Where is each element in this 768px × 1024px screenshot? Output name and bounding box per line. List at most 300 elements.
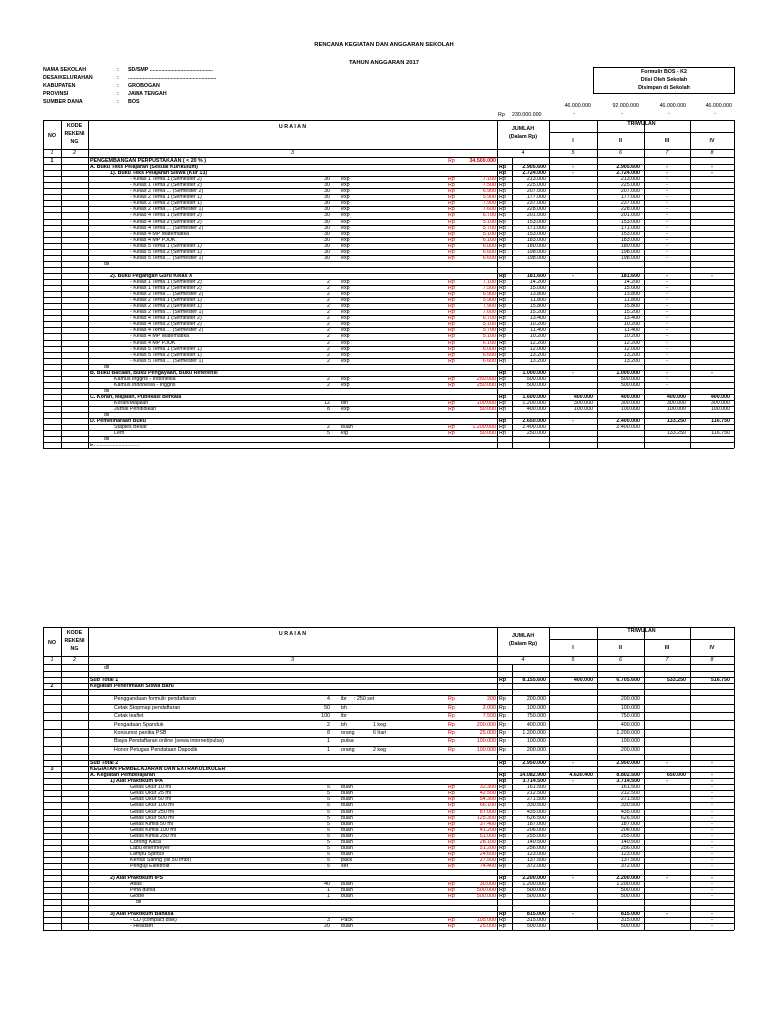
- row-jumlah: 372.000: [526, 862, 546, 869]
- row-qty: 5: [327, 832, 330, 839]
- info-value: BOS: [128, 99, 140, 105]
- row-quarter-q1: -: [572, 875, 574, 882]
- row-description: PENGEMBANGAN PERPUSTAKAAN ( < 20 % ): [90, 158, 207, 165]
- row-description: - Kelas 5 Tema 2 (Semester 1): [130, 248, 202, 255]
- row-price: 100.000: [476, 400, 496, 407]
- row-quarter-q3: -: [666, 200, 668, 207]
- row-rp: Rp: [448, 212, 455, 219]
- row-jumlah-rp: Rp: [499, 875, 507, 882]
- row-quarter-q3: -: [666, 345, 668, 352]
- row-unit: exp: [341, 242, 350, 249]
- row-jumlah: 2.650.000: [522, 418, 546, 425]
- row-quarter-q3: -: [666, 272, 668, 279]
- row-description: dll: [136, 899, 142, 906]
- row-quarter-q3: 100.000: [666, 406, 686, 413]
- row-description: Gelas Ukur 10 ml: [130, 784, 171, 791]
- row-rp: Rp: [448, 838, 455, 845]
- row-jumlah-rp: Rp: [499, 893, 506, 900]
- row-qty: 1: [327, 746, 330, 753]
- row-unit: exp: [341, 381, 350, 388]
- row-quarter-q4: -: [711, 850, 713, 857]
- row-quarter-q2: 2.905.600: [616, 164, 640, 171]
- row-qty: 2: [327, 424, 330, 431]
- rule-line: [43, 930, 734, 931]
- row-quarter-q2: 10.200: [623, 321, 640, 328]
- row-unit: pack: [341, 856, 353, 863]
- row-unit: buah: [341, 923, 353, 930]
- row-description: - Kelas 4 MP Matematika: [130, 230, 190, 237]
- row-qty: 5: [327, 856, 330, 863]
- row-unit: Pack: [341, 917, 353, 924]
- row-rp: Rp: [448, 406, 455, 413]
- row-jumlah: 1.000.000: [522, 369, 546, 376]
- row-price: 7.900: [482, 200, 496, 207]
- row-unit: exp: [341, 303, 350, 310]
- row-rp: Rp: [448, 309, 455, 316]
- row-rp: Rp: [448, 856, 455, 863]
- row-unit: pulsa: [341, 738, 354, 745]
- column-number: 4: [521, 150, 525, 156]
- row-price: 28.100: [479, 838, 496, 845]
- row-unit: exp: [341, 315, 350, 322]
- quarter-target-dash: -: [621, 111, 623, 117]
- row-description: dll: [104, 436, 110, 443]
- row-quarter-q3: 400.000: [666, 393, 686, 400]
- row-quarter-q1: 400.000: [573, 393, 593, 400]
- row-rp: Rp: [448, 230, 455, 237]
- row-qty: 2: [327, 285, 330, 292]
- row-qty: 1: [327, 893, 330, 900]
- row-jumlah-rp: Rp: [499, 424, 506, 431]
- row-jumlah-rp: Rp: [499, 194, 506, 201]
- row-price: 87.000: [479, 808, 496, 815]
- row-description: - Kelas 4 Tema ... (Semester 2): [130, 224, 204, 231]
- row-unit: exp: [341, 309, 350, 316]
- row-price: 500.000: [476, 893, 496, 900]
- row-rp: Rp: [448, 814, 455, 821]
- row-jumlah: 183.000: [526, 236, 546, 243]
- row-jumlah-rp: Rp: [499, 254, 506, 261]
- row-jumlah-rp: Rp: [499, 796, 506, 803]
- row-quarter-q2: 198.000: [620, 248, 640, 255]
- row-qty: 2: [327, 721, 330, 728]
- row-description: - Kelas 5 Tema 1 (Semester 1): [130, 242, 202, 249]
- row-quarter-q2: 15.200: [623, 309, 640, 316]
- row-description: - Kelas 2 Tema ... (Semester 1): [130, 206, 204, 213]
- row-description: - Kelas 4 Tema 2 (Semester 2): [130, 218, 202, 225]
- form-filled-by: Diisi Oleh Sekolah: [640, 77, 688, 83]
- rule-line: [43, 448, 734, 449]
- row-rp: Rp: [448, 291, 455, 298]
- row-jumlah-rp: Rp: [499, 393, 507, 400]
- row-jumlah: 2.200.000: [522, 875, 546, 882]
- row-extra: : 250 set: [354, 696, 375, 703]
- row-quarter-q2: 140.500: [620, 838, 640, 845]
- row-quarter-q3: 300.000: [666, 400, 686, 407]
- rule-line: [43, 754, 734, 755]
- row-price: 32.300: [479, 784, 496, 791]
- row-quarter-q1: 4.630.400: [569, 772, 593, 779]
- row-price: 250.000: [476, 375, 496, 382]
- row-quarter-q2: 198.000: [620, 254, 640, 261]
- row-jumlah: 2.400.000: [522, 424, 546, 431]
- row-quarter-q4: 300.000: [710, 400, 730, 407]
- row-price: 34.500.000: [469, 158, 496, 165]
- row-quarter-q4: -: [711, 796, 713, 803]
- row-jumlah-rp: Rp: [499, 236, 506, 243]
- row-quarter-q2: 181.600: [620, 272, 640, 279]
- row-price: 6.100: [482, 236, 496, 243]
- header-quarter: I: [572, 645, 574, 651]
- row-price: 6.600: [482, 248, 496, 255]
- row-quarter-q2: 400.000: [620, 393, 640, 400]
- row-jumlah-rp: Rp: [499, 696, 506, 703]
- row-price: 5.700: [482, 327, 496, 334]
- row-rp: Rp: [448, 862, 455, 869]
- row-unit: exp: [341, 291, 350, 298]
- row-quarter-q1: -: [572, 369, 574, 376]
- row-unit: exp: [341, 351, 350, 358]
- row-unit: buah: [341, 808, 353, 815]
- row-unit: exp: [341, 218, 350, 225]
- row-jumlah-rp: Rp: [499, 333, 506, 340]
- row-qty: 2: [327, 321, 330, 328]
- row-qty: 30: [324, 194, 330, 201]
- row-jumlah: 400.000: [526, 406, 546, 413]
- row-quarter-q2: 212.500: [620, 790, 640, 797]
- row-jumlah: 15.800: [529, 303, 546, 310]
- row-quarter-q3: -: [666, 224, 668, 231]
- row-rp: Rp: [448, 784, 455, 791]
- row-jumlah-rp: Rp: [499, 212, 506, 219]
- row-jumlah: 750.000: [526, 713, 546, 720]
- row-quarter-q4: -: [711, 170, 713, 177]
- row-qty: 30: [324, 242, 330, 249]
- row-quarter-q2: 11.400: [624, 327, 640, 334]
- row-description: Globe: [130, 893, 145, 900]
- column-number: 3: [291, 150, 294, 156]
- row-quarter-q4: -: [711, 856, 713, 863]
- row-unit: exp: [341, 206, 350, 213]
- header-triwulan: TRIWULAN: [627, 628, 656, 634]
- info-label: SUMBER DANA: [43, 99, 83, 105]
- row-jumlah: 212.500: [526, 790, 546, 797]
- row-quarter-q2: 1.200.000: [616, 881, 640, 888]
- row-jumlah: 12.000: [529, 345, 546, 352]
- row-quarter-q4: -: [711, 923, 713, 930]
- row-quarter-q3: -: [666, 369, 668, 376]
- row-description: - Kelas 2 Tema 1 (Semester 1): [130, 297, 202, 304]
- row-description: Cetak leaflet: [114, 713, 144, 720]
- row-quarter-q4: -: [711, 820, 713, 827]
- row-unit: exp: [341, 333, 350, 340]
- document-title: RENCANA KEGIATAN DAN ANGGARAN SEKOLAH: [314, 42, 454, 48]
- row-description: Honor Petugas Pendataan Dapodik: [114, 746, 198, 753]
- row-quarter-q3: 133.250: [666, 418, 686, 425]
- row-price: 6.600: [482, 351, 496, 358]
- header-jumlah: JUMLAH: [511, 126, 535, 132]
- row-rp: Rp: [448, 194, 455, 201]
- header-triwulan: TRIWULAN: [627, 121, 656, 127]
- row-jumlah: 2.950.000: [522, 760, 546, 767]
- row-qty: 5: [327, 826, 330, 833]
- row-rp: Rp: [448, 887, 455, 894]
- row-quarter-q2: 500.000: [620, 887, 640, 894]
- row-rp: Rp: [448, 248, 455, 255]
- row-qty: 30: [324, 254, 330, 261]
- row-description: Penggandaan formulir pendaftaran: [114, 696, 196, 703]
- row-unit: exp: [341, 285, 350, 292]
- row-quarter-q3: -: [666, 351, 668, 358]
- row-unit: buah: [341, 790, 353, 797]
- row-quarter-q3: -: [666, 164, 668, 171]
- row-price: 7.600: [482, 309, 496, 316]
- row-jumlah-rp: Rp: [499, 917, 506, 924]
- form-stored-at: Disimpan di Sekolah: [638, 85, 690, 91]
- row-description: - Kelas 2 Tema ... (Semester 2): [130, 188, 204, 195]
- row-quarter-q2: 201.000: [620, 212, 640, 219]
- row-qty: 1: [327, 738, 330, 745]
- row-unit: buah: [341, 893, 353, 900]
- row-jumlah-rp: Rp: [499, 430, 506, 437]
- column-line: [88, 627, 89, 930]
- row-quarter-q2: 500.000: [620, 381, 640, 388]
- column-line: [512, 664, 513, 930]
- row-rp: Rp: [448, 279, 455, 286]
- row-qty: 2: [327, 309, 330, 316]
- row-quarter-q4: -: [711, 808, 713, 815]
- rule-line: [43, 388, 734, 389]
- row-qty: 30: [324, 200, 330, 207]
- row-quarter-q3: -: [666, 381, 668, 388]
- row-rp: Rp: [448, 375, 455, 382]
- row-price: 200: [487, 696, 496, 703]
- row-rp: Rp: [448, 802, 455, 809]
- row-quarter-q3: -: [666, 285, 668, 292]
- row-quarter-q3: -: [666, 875, 668, 882]
- row-unit: set: [341, 862, 349, 869]
- column-line: [690, 120, 691, 448]
- row-quarter-q3: -: [666, 188, 668, 195]
- column-number: 8: [710, 657, 714, 663]
- row-jumlah: 256.000: [526, 844, 546, 851]
- row-jumlah: 11.800: [530, 297, 546, 304]
- row-quarter-q2: 171.000: [620, 224, 640, 231]
- row-jumlah-rp: Rp: [499, 321, 506, 328]
- row-qty: 20: [324, 923, 330, 930]
- row-rp: Rp: [448, 790, 455, 797]
- row-quarter-q2: 750.000: [620, 713, 640, 720]
- row-quarter-q3: -: [666, 303, 668, 310]
- info-value: JAWA TENGAH: [128, 91, 167, 97]
- row-rp: Rp: [448, 345, 455, 352]
- row-description: Lampu Spirtus: [130, 850, 165, 857]
- rule-line: [43, 412, 734, 413]
- row-quarter-q1: -: [572, 418, 574, 425]
- row-description: Kamus Inggris - Indonesia: [114, 375, 176, 382]
- row-jumlah-rp: Rp: [499, 327, 506, 334]
- row-quarter-q2: 15.800: [623, 303, 640, 310]
- row-qty: 50: [324, 704, 330, 711]
- row-unit: exp: [341, 375, 350, 382]
- row-rp: Rp: [448, 254, 455, 261]
- row-jumlah: 10.200: [529, 321, 546, 328]
- row-unit: buah: [341, 424, 353, 431]
- row-quarter-q2: 13.200: [623, 351, 640, 358]
- row-unit: klg: [341, 430, 348, 437]
- row-quarter-q2: 330.500: [620, 802, 640, 809]
- row-quarter-q4: -: [711, 826, 713, 833]
- rule-line: [43, 261, 734, 262]
- row-jumlah-rp: Rp: [499, 218, 506, 225]
- row-jumlah: 13.400: [529, 315, 546, 322]
- row-quarter-q4: -: [711, 844, 713, 851]
- row-description: - CD (compact disk): [130, 917, 177, 924]
- row-quarter-q4: -: [711, 790, 713, 797]
- row-description: E. .............................: [90, 442, 140, 449]
- row-jumlah-rp: Rp: [499, 814, 506, 821]
- row-qty: 30: [324, 188, 330, 195]
- row-description: Labu erlenmeyer: [130, 844, 170, 851]
- quarter-target-dash: -: [668, 111, 670, 117]
- row-jumlah: 198.000: [526, 248, 546, 255]
- row-quarter-q2: 300.000: [620, 400, 640, 407]
- column-number: 6: [619, 150, 622, 156]
- row-rp: Rp: [448, 430, 455, 437]
- row-qty: 100: [321, 713, 330, 720]
- row-description: D. Pemeliharaan Buku: [90, 418, 146, 425]
- row-price: 74.400: [479, 862, 496, 869]
- row-jumlah: 225.000: [526, 182, 546, 189]
- row-quarter-q2: 13.200: [623, 357, 640, 364]
- row-quarter-q4: 100.000: [710, 406, 730, 413]
- row-qty: 5: [327, 820, 330, 827]
- row-jumlah-rp: Rp: [499, 838, 506, 845]
- row-price: 30.000: [479, 881, 496, 888]
- column-number: 2: [73, 657, 76, 663]
- row-description: Gelas Kimia 250 ml: [130, 832, 176, 839]
- column-line: [61, 627, 62, 930]
- row-quarter-q2: 12.200: [623, 339, 640, 346]
- row-jumlah: 213.000: [526, 176, 546, 183]
- row-description: Konsumsi panitia PSB: [114, 730, 167, 737]
- row-unit: buah: [341, 850, 353, 857]
- row-jumlah: 8.155.600: [522, 677, 546, 684]
- row-jumlah-rp: Rp: [499, 721, 506, 728]
- column-line: [597, 627, 598, 930]
- row-description: Peta dunia: [130, 887, 156, 894]
- row-unit: lbr: [341, 696, 347, 703]
- row-description: - Kelas 1 Tema 2 (Semester 2): [130, 182, 202, 189]
- row-jumlah: 1.200.000: [522, 400, 546, 407]
- row-description: - Kelas 1 Tema 1 (Semester 2): [130, 279, 202, 286]
- info-separator: :: [117, 99, 119, 105]
- total-budget-value: 230.000.000: [512, 112, 542, 118]
- header-jumlah: JUMLAH: [511, 633, 535, 639]
- row-jumlah-rp: Rp: [499, 790, 506, 797]
- row-price: 125.300: [476, 814, 496, 821]
- row-jumlah: 100.000: [526, 738, 546, 745]
- row-quarter-q3: -: [666, 230, 668, 237]
- row-quarter-q4: -: [711, 784, 713, 791]
- row-jumlah-rp: Rp: [499, 820, 506, 827]
- row-quarter-q3: -: [666, 760, 668, 767]
- row-description: Atlas: [130, 881, 142, 888]
- row-description: 2) Alat Praktikum IPS: [110, 875, 164, 882]
- row-quarter-q4: 116.750: [711, 418, 730, 425]
- row-quarter-q2: 228.000: [620, 206, 640, 213]
- info-separator: :: [117, 91, 119, 97]
- row-price: 66.100: [479, 802, 496, 809]
- header-no: NO: [48, 133, 56, 139]
- header-uraian: U R A I A N: [278, 631, 307, 637]
- rule-line: [43, 430, 734, 431]
- quarter-target: 46.000.000: [659, 103, 686, 109]
- row-jumlah-rp: Rp: [499, 826, 506, 833]
- column-line: [43, 120, 44, 448]
- row-qty: 2: [327, 339, 330, 346]
- row-quarter-q2: 100.000: [620, 738, 640, 745]
- row-quarter-q1: -: [572, 760, 574, 767]
- row-price: 6.700: [482, 212, 496, 219]
- row-unit: exp: [341, 279, 350, 286]
- row-price: 42.500: [479, 790, 496, 797]
- row-description: - Kelas 5 Tema ... (Semester 1): [130, 357, 204, 364]
- row-unit: buah: [341, 838, 353, 845]
- row-description: dll: [104, 665, 110, 672]
- row-jumlah: 181.600: [526, 272, 546, 279]
- header-kode: NG: [70, 646, 79, 652]
- row-jumlah-rp: Rp: [499, 832, 506, 839]
- row-price: 7.100: [482, 176, 496, 183]
- row-jumlah: 330.500: [526, 802, 546, 809]
- row-jumlah: 123.000: [526, 850, 546, 857]
- row-jumlah-rp: Rp: [499, 285, 506, 292]
- row-quarter-q2: 183.000: [620, 236, 640, 243]
- row-qty: 30: [324, 182, 330, 189]
- row-rp: Rp: [448, 738, 455, 745]
- row-qty: 2: [327, 357, 330, 364]
- row-quarter-q3: -: [666, 321, 668, 328]
- row-jumlah-rp: Rp: [499, 887, 506, 894]
- row-rp: Rp: [448, 820, 455, 827]
- row-price: 50.000: [479, 406, 496, 413]
- row-jumlah-rp: Rp: [499, 911, 507, 918]
- row-jumlah-rp: Rp: [499, 176, 506, 183]
- row-rp: Rp: [448, 881, 455, 888]
- row-price: 27.500: [479, 856, 496, 863]
- row-price: 7.500: [482, 285, 496, 292]
- row-jumlah: 207.000: [526, 188, 546, 195]
- row-jumlah: 500.000: [526, 887, 546, 894]
- row-unit: buah: [341, 887, 353, 894]
- row-unit: buah: [341, 820, 353, 827]
- row-rp: Rp: [448, 746, 455, 753]
- row-jumlah: 15.000: [529, 285, 546, 292]
- row-rp: Rp: [448, 721, 455, 728]
- header-kode: KODE: [66, 123, 83, 129]
- form-code: Formulir BOS - K2: [641, 69, 687, 75]
- row-quarter-q2: 153.000: [620, 218, 640, 225]
- row-jumlah-rp: Rp: [499, 778, 507, 785]
- row-price: 100.000: [476, 738, 496, 745]
- rule-line: [43, 267, 734, 268]
- row-description: - Headset: [130, 923, 153, 930]
- row-jumlah: 1.200.000: [522, 730, 546, 737]
- row-jumlah: 100.000: [526, 704, 546, 711]
- row-jumlah: 177.000: [526, 194, 546, 201]
- header-quarter: IV: [709, 645, 715, 651]
